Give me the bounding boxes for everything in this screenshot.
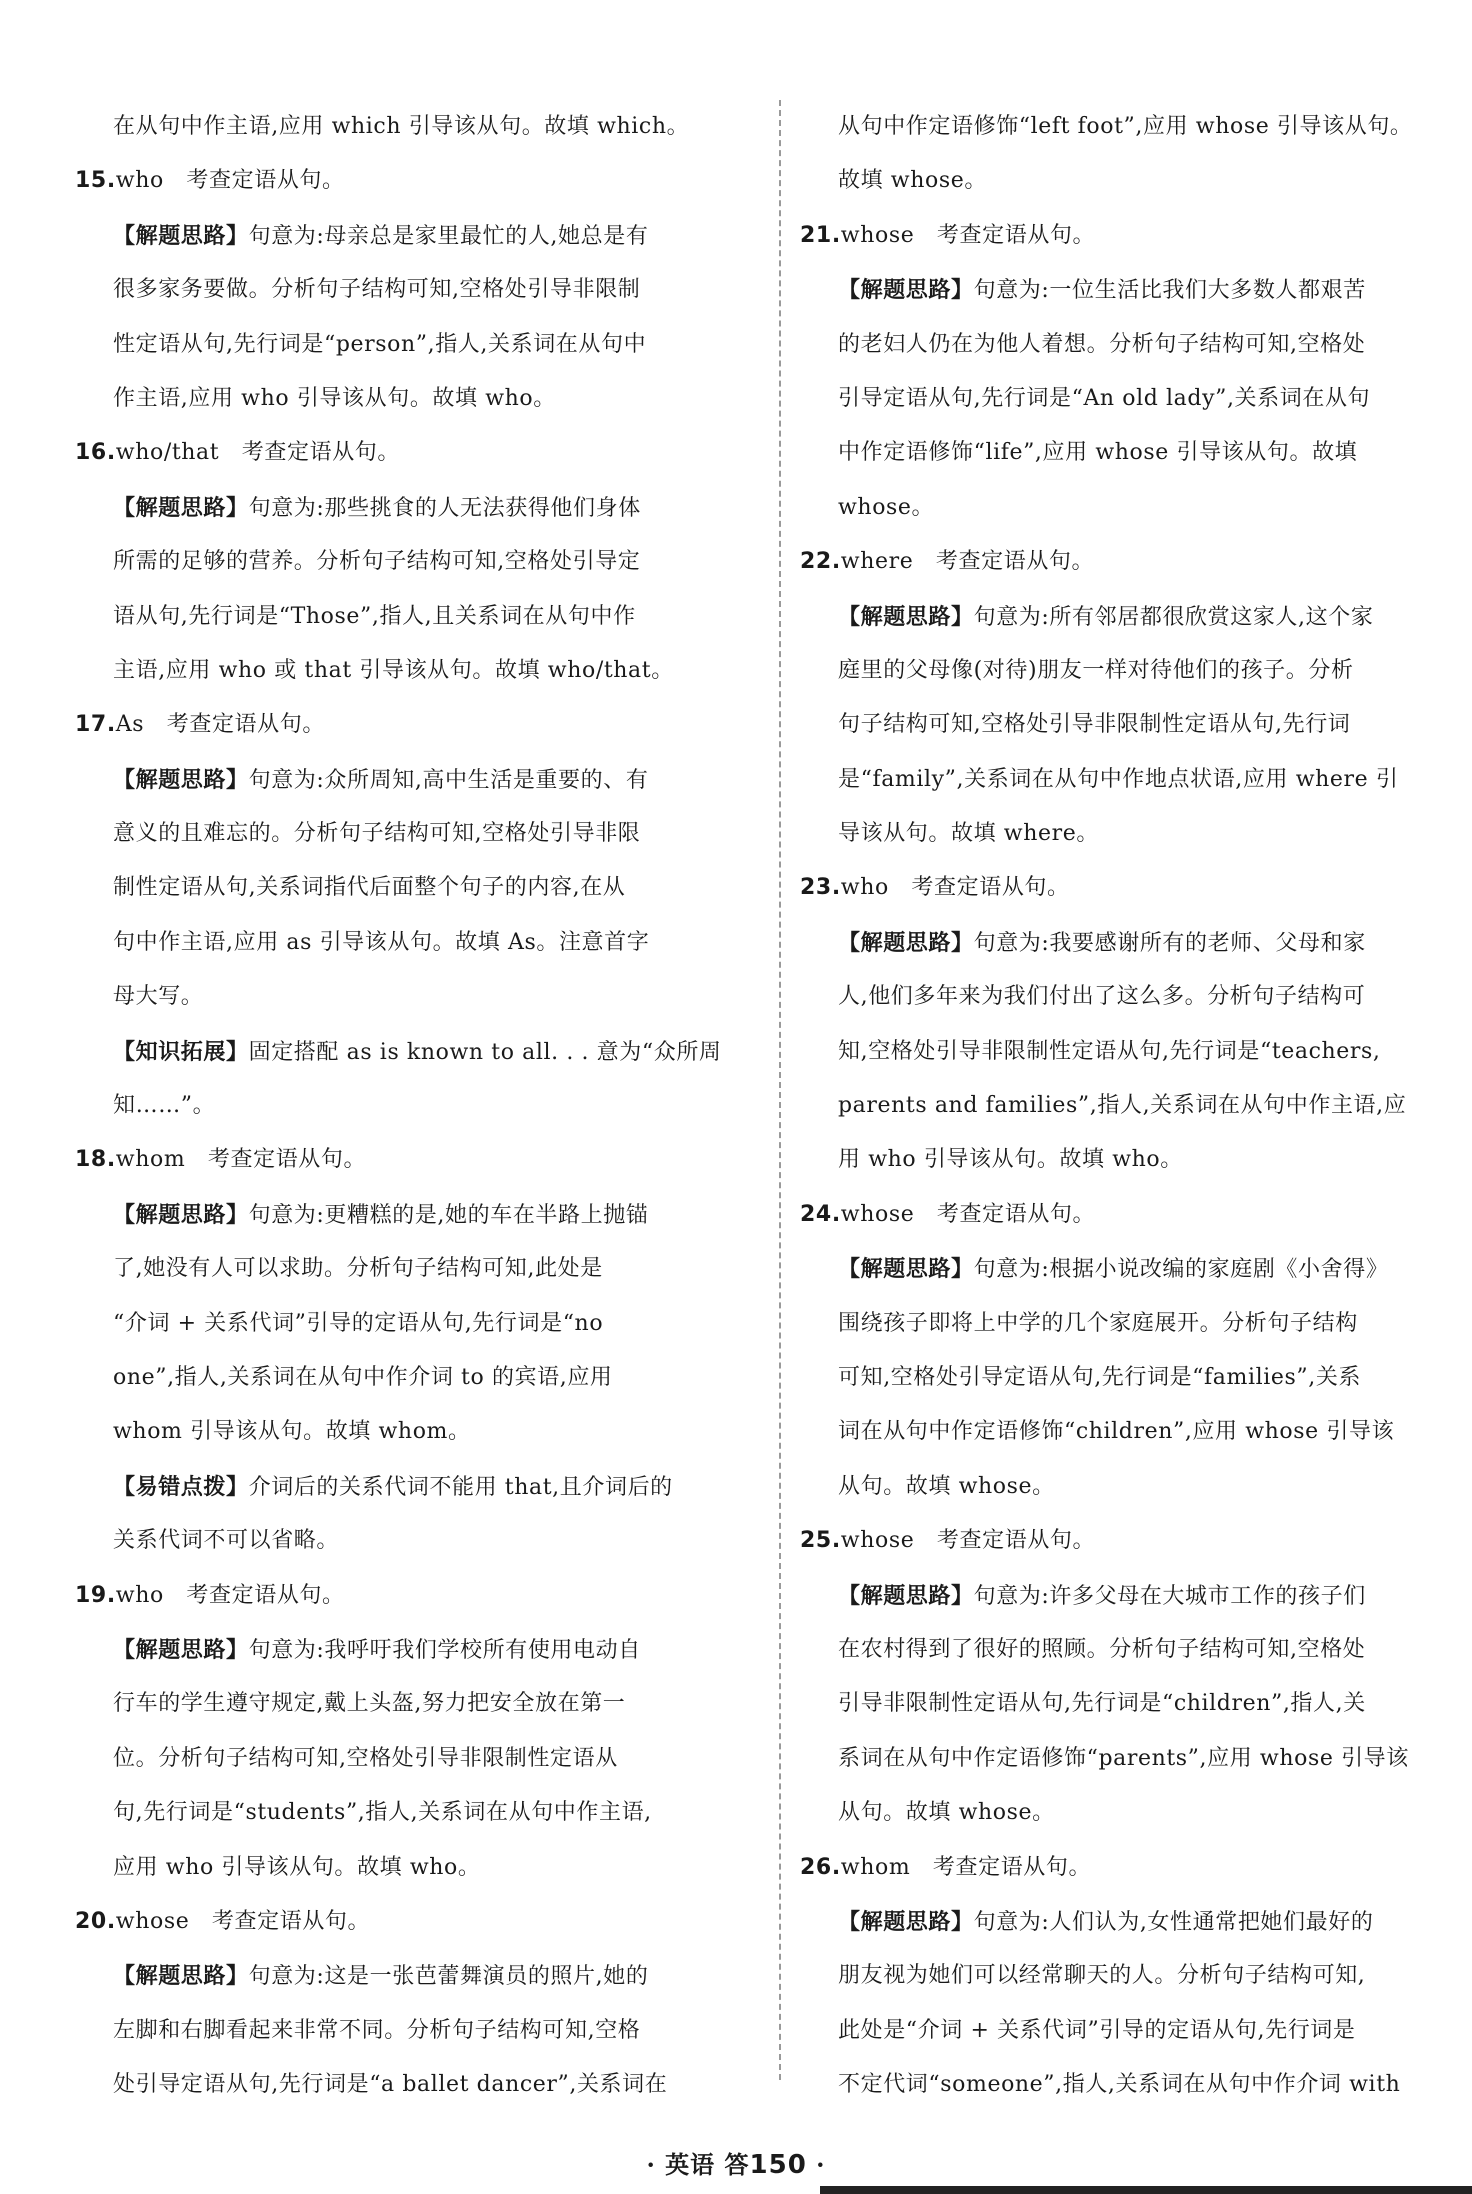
answer-item: [75, 154, 755, 208]
line-text: 句意为:我要感谢所有的老师、父母和家: [973, 930, 1366, 956]
section-tag: 【解题思路】: [838, 277, 974, 304]
section-tag: 【解题思路】: [113, 494, 249, 521]
explanation-line: [800, 1242, 1472, 1296]
answer-item: [75, 426, 755, 480]
section-tag: 【解题思路】: [113, 222, 249, 249]
line-text: 句意为:一位生活比我们大多数人都艰苦: [973, 278, 1366, 304]
section-tag: 【解题思路】: [113, 1963, 249, 1990]
item-text: whom 考查定语从句。: [115, 1147, 367, 1173]
item-text: who 考查定语从句。: [115, 168, 345, 194]
line-text: 句意为:更糟糕的是,她的车在半路上抛锚: [248, 1202, 649, 1228]
text-line: 左脚和右脚看起来非常不同。分析句子结构可知,空格: [113, 2017, 641, 2043]
section-tag: 【解题思路】: [838, 929, 974, 956]
line-text: 介词后的关系代词不能用 that,且介词后的: [248, 1474, 673, 1500]
section-tag: 【解题思路】: [838, 1256, 974, 1283]
text-line: 意义的且难忘的。分析句子结构可知,空格处引导非限: [113, 821, 641, 847]
item-number: 16.: [75, 440, 116, 466]
explanation-line: [75, 1460, 755, 1514]
line-text: 句意为:这是一张芭蕾舞演员的照片,她的: [248, 1964, 649, 1990]
item-number: 26.: [800, 1854, 841, 1880]
section-tag: 【解题思路】: [838, 603, 974, 630]
text-line: 的老妇人仍在为他人着想。分析句子结构可知,空格处: [838, 331, 1366, 357]
answer-item: [75, 1895, 755, 1949]
text-line: 从句。故填 whose。: [838, 1800, 1055, 1826]
explanation-line: [75, 1025, 755, 1079]
line-text: 固定搭配 as is known to all. . . 意为“众所周: [248, 1039, 722, 1065]
text-line: 用 who 引导该从句。故填 who。: [838, 1147, 1183, 1173]
text-line: 从句中作定语修饰“left foot”,应用 whose 引导该从句。: [838, 114, 1413, 139]
text-line: 此处是“介词 + 关系代词”引导的定语从句,先行词是: [838, 2017, 1356, 2043]
item-number: 23.: [800, 875, 841, 901]
item-number: 24.: [800, 1201, 841, 1227]
text-line: 处引导定语从句,先行词是“a ballet dancer”,关系词在: [113, 2072, 668, 2098]
column-divider: [779, 100, 781, 2080]
text-line: 导该从句。故填 where。: [838, 821, 1099, 847]
section-tag: 【解题思路】: [838, 1582, 974, 1609]
item-text: where 考查定语从句。: [840, 549, 1095, 575]
text-line: 制性定语从句,关系词指代后面整个句子的内容,在从: [113, 875, 626, 901]
item-text: whose 考查定语从句。: [115, 1908, 371, 1934]
answer-item: [800, 861, 1472, 915]
page-footer: [0, 2145, 1472, 2180]
text-line: 主语,应用 who 或 that 引导该从句。故填 who/that。: [113, 657, 674, 683]
text-line: 庭里的父母像(对待)朋友一样对待他们的孩子。分析: [838, 657, 1354, 683]
answer-item: [800, 535, 1472, 589]
text-line: 从句。故填 whose。: [838, 1473, 1055, 1499]
explanation-line: [800, 1569, 1472, 1623]
item-number: 25.: [800, 1528, 841, 1554]
text-line: 句子结构可知,空格处引导非限制性定语从句,先行词: [838, 712, 1351, 738]
explanation-line: [800, 916, 1472, 970]
item-number: 20.: [75, 1908, 116, 1934]
text-line: 位。分析句子结构可知,空格处引导非限制性定语从: [113, 1745, 618, 1771]
page-number: 150: [749, 2150, 807, 2180]
text-line: 引导非限制性定语从句,先行词是“children”,指人,关: [838, 1691, 1366, 1717]
item-number: 21.: [800, 222, 841, 248]
text-line: whose。: [838, 494, 935, 520]
section-tag: 【解题思路】: [838, 1908, 974, 1935]
line-text: 句意为:许多父母在大城市工作的孩子们: [973, 1583, 1366, 1609]
explanation-line: [75, 753, 755, 807]
text-line: 朋友视为她们可以经常聊天的人。分析句子结构可知,: [838, 1963, 1366, 1989]
item-text: who/that 考查定语从句。: [115, 440, 401, 466]
text-line: 围绕孩子即将上中学的几个家庭展开。分析句子结构: [838, 1310, 1358, 1336]
explanation-line: [800, 1895, 1472, 1949]
text-line: 母大写。: [113, 984, 204, 1010]
text-line: “介词 + 关系代词”引导的定语从句,先行词是“no: [113, 1310, 604, 1336]
item-number: 15.: [75, 168, 116, 194]
text-line: 句,先行词是“students”,指人,关系词在从句中作主语,: [113, 1800, 652, 1826]
item-text: whose 考查定语从句。: [840, 1528, 1096, 1554]
text-line: 在农村得到了很好的照顾。分析句子结构可知,空格处: [838, 1636, 1366, 1662]
text-line: 了,她没有人可以求助。分析句子结构可知,此处是: [113, 1256, 603, 1282]
text-line: 引导定语从句,先行词是“An old lady”,关系词在从句: [838, 385, 1371, 411]
text-line: one”,指人,关系词在从句中作介词 to 的宾语,应用: [113, 1364, 613, 1390]
answer-item: [800, 1514, 1472, 1568]
explanation-line: [75, 481, 755, 535]
left-column: [75, 100, 755, 2112]
text-line: 不定代词“someone”,指人,关系词在从句中作介词 with: [838, 2072, 1401, 2098]
text-line: 是“family”,关系词在从句中作地点状语,应用 where 引: [838, 766, 1399, 792]
text-line: 作主语,应用 who 引导该从句。故填 who。: [113, 385, 556, 411]
answer-item: [800, 1188, 1472, 1242]
text-line: 所需的足够的营养。分析句子结构可知,空格处引导定: [113, 549, 641, 575]
text-line: 语从句,先行词是“Those”,指人,且关系词在从句中作: [113, 603, 636, 629]
text-line: 性定语从句,先行词是“person”,指人,关系词在从句中: [113, 331, 647, 357]
line-text: 句意为:母亲总是家里最忙的人,她总是有: [248, 223, 649, 249]
item-number: 18.: [75, 1147, 116, 1173]
text-line: 故填 whose。: [838, 168, 987, 194]
text-line: 知,空格处引导非限制性定语从句,先行词是“teachers,: [838, 1038, 1381, 1064]
answer-item: [75, 1569, 755, 1623]
explanation-line: [75, 209, 755, 263]
bottom-edge-bar: [820, 2186, 1472, 2194]
item-text: whom 考查定语从句。: [840, 1854, 1092, 1880]
text-line: 可知,空格处引导定语从句,先行词是“families”,关系: [838, 1364, 1362, 1390]
footer-dot-right: ·: [816, 2150, 826, 2179]
answer-item: [800, 209, 1472, 263]
answer-item: [75, 1133, 755, 1187]
line-text: 句意为:那些挑食的人无法获得他们身体: [248, 495, 641, 521]
text-line: 人,他们多年来为我们付出了这么多。分析句子结构可: [838, 984, 1366, 1010]
right-column: [800, 100, 1472, 2112]
item-number: 22.: [800, 549, 841, 575]
text-line: 中作定语修饰“life”,应用 whose 引导该从句。故填: [838, 440, 1358, 466]
explanation-line: [800, 590, 1472, 644]
item-text: who 考查定语从句。: [840, 875, 1070, 901]
text-line: 很多家务要做。分析句子结构可知,空格处引导非限制: [113, 277, 641, 303]
item-number: 19.: [75, 1582, 116, 1608]
explanation-line: [75, 1623, 755, 1677]
section-tag: 【解题思路】: [113, 766, 249, 793]
text-line: 词在从句中作定语修饰“children”,应用 whose 引导该: [838, 1419, 1395, 1445]
line-text: 句意为:人们认为,女性通常把她们最好的: [973, 1909, 1374, 1935]
text-line: whom 引导该从句。故填 whom。: [113, 1419, 471, 1445]
item-text: who 考查定语从句。: [115, 1582, 345, 1608]
explanation-line: [75, 1188, 755, 1242]
explanation-line: [800, 263, 1472, 317]
text-line: 关系代词不可以省略。: [113, 1528, 340, 1554]
line-text: 句意为:我呼吁我们学校所有使用电动自: [248, 1637, 641, 1663]
explanation-line: [75, 1949, 755, 2003]
text-line: 知……”。: [113, 1093, 216, 1119]
text-line: 系词在从句中作定语修饰“parents”,应用 whose 引导该: [838, 1745, 1409, 1771]
item-text: whose 考查定语从句。: [840, 1201, 1096, 1227]
item-text: whose 考查定语从句。: [840, 222, 1096, 248]
text-line: 应用 who 引导该从句。故填 who。: [113, 1854, 481, 1880]
footer-subject: 英语 答: [665, 2150, 750, 2179]
text-line: 行车的学生遵守规定,戴上头盔,努力把安全放在第一: [113, 1691, 626, 1717]
section-tag: 【解题思路】: [113, 1201, 249, 1228]
answer-item: [75, 698, 755, 752]
section-tag: 【解题思路】: [113, 1636, 249, 1663]
text-line: 句中作主语,应用 as 引导该从句。故填 As。注意首字: [113, 929, 650, 955]
section-tag: 【易错点拨】: [113, 1473, 249, 1500]
footer-dot-left: ·: [646, 2150, 656, 2179]
item-text: As 考查定语从句。: [115, 712, 325, 738]
item-number: 17.: [75, 712, 116, 738]
line-text: 句意为:所有邻居都很欣赏这家人,这个家: [973, 604, 1374, 630]
section-tag: 【知识拓展】: [113, 1038, 249, 1065]
line-text: 句意为:众所周知,高中生活是重要的、有: [248, 767, 649, 793]
line-text: 句意为:根据小说改编的家庭剧《小舍得》: [973, 1257, 1389, 1283]
text-line: 在从句中作主语,应用 which 引导该从句。故填 which。: [113, 114, 690, 139]
text-line: parents and families”,指人,关系词在从句中作主语,应: [838, 1093, 1407, 1119]
answer-item: [800, 1841, 1472, 1895]
